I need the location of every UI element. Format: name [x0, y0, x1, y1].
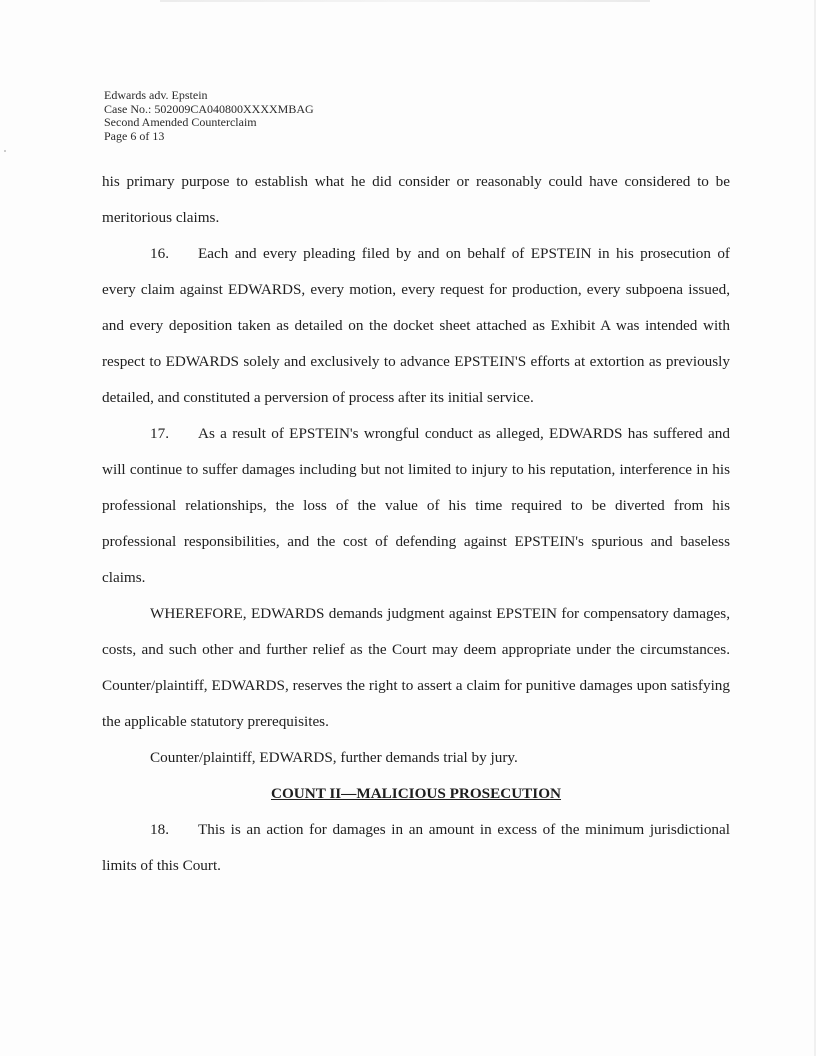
- page-number: Page 6 of 13: [104, 128, 165, 143]
- paragraph-18: [102, 812, 730, 884]
- paragraph-17: [102, 416, 730, 596]
- paragraph-number: 17.: [150, 425, 169, 442]
- paragraph-text: As a result of EPSTEIN's wrongful conduct as alleged, EDWARDS has suffered and will continue to suffer damages including but not limited to injury to his reputation, interference in his professional relationships, the loss of the value of his time required to be diverted from his professional responsibilities, and the cost of defending against EPSTEIN's spurious and baseless claims.: [102, 425, 730, 586]
- wherefore-clause: WHEREFORE, EDWARDS demands judgment against EPSTEIN for compensatory damages, costs, and such other and further relief as the Court may deem appropriate under the circumstances. Counter/plaintiff, EDWARDS, reserves the right to assert a claim for punitive damages upon satisfying the applicable statutory prerequisites.: [102, 605, 730, 730]
- paragraph-text: Each and every pleading filed by and on behalf of EPSTEIN in his prosecution of every claim against EDWARDS, every motion, every request for production, every subpoena issued, and every deposition taken as detailed on the docket sheet attached as Exhibit A was intended with respect to EDWARDS solely and exclusively to advance EPSTEIN'S efforts at extortion as previously detailed, and constituted a perversion of process after its initial service.: [102, 245, 730, 406]
- jury-demand: Counter/plaintiff, EDWARDS, further demands trial by jury.: [150, 749, 518, 766]
- case-number: Case No.: 502009CA040800XXXXMBAG: [104, 101, 314, 116]
- paragraph-text: This is an action for damages in an amount in excess of the minimum jurisdictional limits of this Court.: [102, 821, 730, 874]
- document-title: Second Amended Counterclaim: [104, 115, 257, 129]
- count-heading: COUNT II—MALICIOUS PROSECUTION: [270, 785, 562, 802]
- scan-speck: [4, 150, 6, 152]
- paragraph-16: [102, 236, 730, 416]
- paragraph-number: 16.: [150, 245, 169, 262]
- scan-edge-top: [160, 0, 650, 2]
- paragraph-number: 18.: [150, 821, 169, 838]
- case-caption: Edwards adv. Epstein: [104, 88, 208, 102]
- continuation-paragraph: his primary purpose to establish what he did consider or reasonably could have considered to be meritorious claims.: [102, 173, 730, 226]
- case-header: [104, 89, 314, 143]
- document-body: [102, 164, 730, 884]
